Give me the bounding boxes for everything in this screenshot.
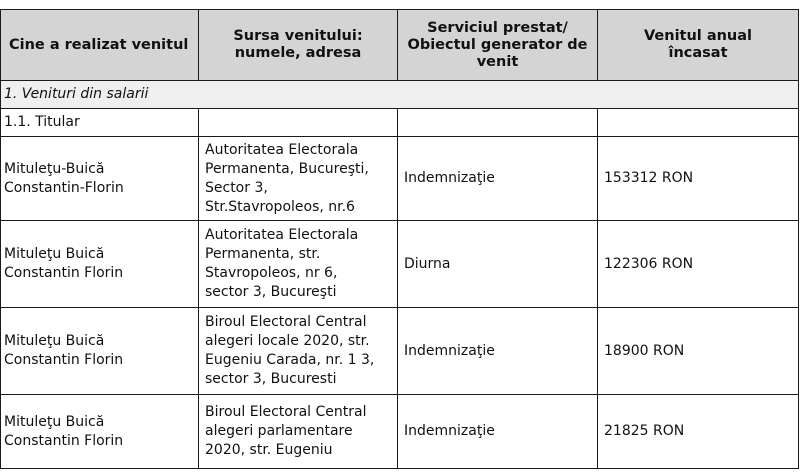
table-row: [1, 137, 799, 221]
income-earner: Mituleţu Buică Constantin Florin: [1, 221, 199, 308]
section-row: [1, 81, 799, 109]
header-amount: Venitul anual încasat: [598, 10, 799, 81]
table-row: [1, 221, 799, 308]
empty-cell: [598, 109, 799, 137]
income-table: [0, 9, 799, 469]
header-service: Serviciul prestat/ Obiectul generator de venit: [398, 10, 598, 81]
income-source: Biroul Electoral Central alegeri parlamentare 2020, str. Eugeniu: [199, 395, 398, 469]
section-label: 1. Venituri din salarii: [1, 81, 799, 109]
subsection-label: 1.1. Titular: [1, 109, 199, 137]
income-earner: Mituleţu Buică Constantin Florin: [1, 308, 199, 395]
service-provided: Indemnizaţie: [398, 137, 598, 221]
income-source: Biroul Electoral Central alegeri locale 2020, str. Eugeniu Carada, nr. 1 3, sector 3, Bucuresti: [199, 308, 398, 395]
income-source: Autoritatea Electorala Permanenta, str. Stavropoleos, nr 6, sector 3, Bucureşti: [199, 221, 398, 308]
annual-income: 18900 RON: [598, 308, 799, 395]
empty-cell: [398, 109, 598, 137]
service-provided: Indemnizaţie: [398, 395, 598, 469]
annual-income: 153312 RON: [598, 137, 799, 221]
annual-income: 122306 RON: [598, 221, 799, 308]
service-provided: Indemnizaţie: [398, 308, 598, 395]
income-source: Autoritatea Electorala Permanenta, Bucureşti, Sector 3, Str.Stavropoleos, nr.6: [199, 137, 398, 221]
header-who: Cine a realizat venitul: [1, 10, 199, 81]
service-provided: Diurna: [398, 221, 598, 308]
income-earner: Mituleţu Buică Constantin Florin: [1, 395, 199, 469]
header-source: Sursa venitului: numele, adresa: [199, 10, 398, 81]
annual-income: 21825 RON: [598, 395, 799, 469]
subsection-row: [1, 109, 799, 137]
table-row: [1, 395, 799, 469]
empty-cell: [199, 109, 398, 137]
table-row: [1, 308, 799, 395]
header-row: [1, 10, 799, 81]
income-earner: Mituleţu-Buică Constantin-Florin: [1, 137, 199, 221]
